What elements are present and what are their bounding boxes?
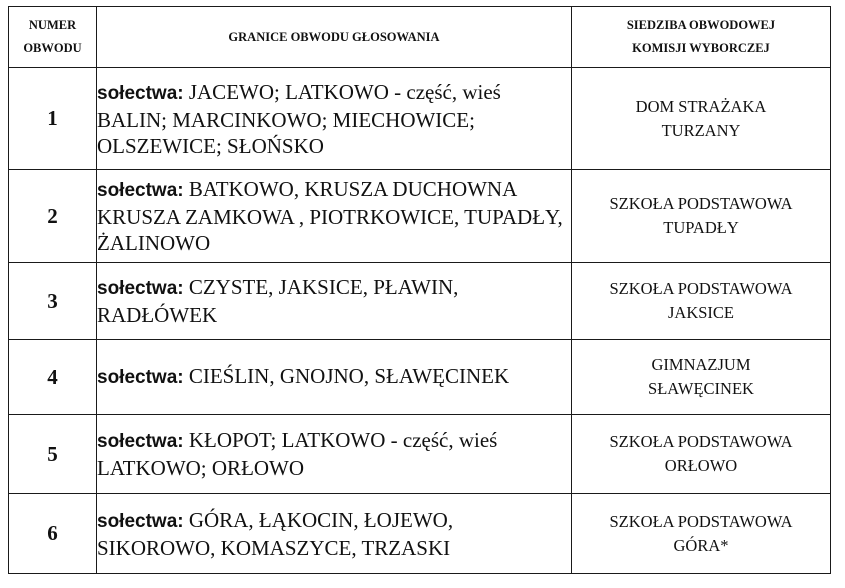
bounds-text: JACEWO; LATKOWO - część, wieś BALIN; MARCINKOWO; MIECHOWICE; OLSZEWICE; SŁOŃSKO: [97, 79, 501, 158]
commission-seat: [572, 68, 831, 170]
commission-seat: [572, 170, 831, 263]
bounds-text: KŁOPOT; LATKOWO - część, wieś LATKOWO; ORŁOWO: [97, 428, 498, 480]
bounds-label: sołectwa:: [97, 510, 184, 532]
table-row: [9, 68, 831, 170]
district-bounds: [97, 263, 572, 340]
table-header-row: [9, 7, 831, 68]
seat-name: GIMNAZJUM: [651, 355, 751, 374]
bounds-text: BATKOWO, KRUSZA DUCHOWNA KRUSZA ZAMKOWA , PIOTRKOWICE, TUPADŁY, ŻALINOWO: [97, 177, 563, 255]
seat-name: SZKOŁA PODSTAWOWA: [609, 279, 793, 298]
seat-name: SZKOŁA PODSTAWOWA: [609, 194, 793, 213]
table-row: [9, 263, 831, 340]
bounds-label: sołectwa:: [97, 180, 184, 201]
bounds-text: CIEŚLIN, GNOJNO, SŁAWĘCINEK: [183, 364, 510, 388]
header-district-number-line1: NUMER: [28, 18, 77, 32]
commission-seat: [572, 263, 831, 340]
district-number: 3: [9, 263, 97, 340]
table-row: [9, 494, 831, 574]
bounds-label: sołectwa:: [97, 278, 184, 299]
seat-location: ORŁOWO: [664, 456, 738, 475]
district-number: 6: [9, 494, 97, 574]
header-commission-seat-line1: SIEDZIBA OBWODOWEJ: [626, 18, 776, 32]
seat-location: SŁAWĘCINEK: [648, 379, 754, 398]
header-commission-seat-line2: KOMISJI WYBORCZEJ: [632, 41, 770, 55]
voting-districts-table: [8, 6, 831, 574]
bounds-text: GÓRA, ŁĄKOCIN, ŁOJEWO, SIKOROWO, KOMASZYCE, TRZASKI: [97, 507, 454, 560]
seat-location: JAKSICE: [667, 303, 734, 322]
header-district-bounds: GRANICE OBWODU GŁOSOWANIA: [97, 7, 572, 68]
table-row: [9, 170, 831, 263]
bounds-label: sołectwa:: [97, 431, 184, 452]
header-district-number-line2: OBWODU: [23, 41, 82, 55]
district-number: 5: [9, 415, 97, 494]
seat-location: TUPADŁY: [663, 218, 739, 237]
commission-seat: [572, 340, 831, 415]
seat-location: TURZANY: [661, 120, 741, 140]
commission-seat: [572, 415, 831, 494]
seat-name: SZKOŁA PODSTAWOWA: [609, 432, 793, 451]
bounds-label: sołectwa:: [97, 82, 184, 104]
header-district-number: [9, 7, 97, 68]
district-bounds: [97, 340, 572, 415]
table-row: [9, 415, 831, 494]
seat-name: SZKOŁA PODSTAWOWA: [609, 511, 793, 531]
district-bounds: [97, 415, 572, 494]
seat-location: GÓRA*: [673, 535, 729, 555]
commission-seat: [572, 494, 831, 574]
bounds-text: CZYSTE, JAKSICE, PŁAWIN, RADŁÓWEK: [97, 275, 459, 327]
district-bounds: [97, 170, 572, 263]
header-commission-seat: [572, 7, 831, 68]
district-bounds: [97, 494, 572, 574]
table-row: [9, 340, 831, 415]
bounds-label: sołectwa:: [97, 367, 184, 388]
district-number: 4: [9, 340, 97, 415]
district-bounds: [97, 68, 572, 170]
district-number: 2: [9, 170, 97, 263]
seat-name: DOM STRAŻAKA: [635, 96, 767, 116]
district-number: 1: [9, 68, 97, 170]
